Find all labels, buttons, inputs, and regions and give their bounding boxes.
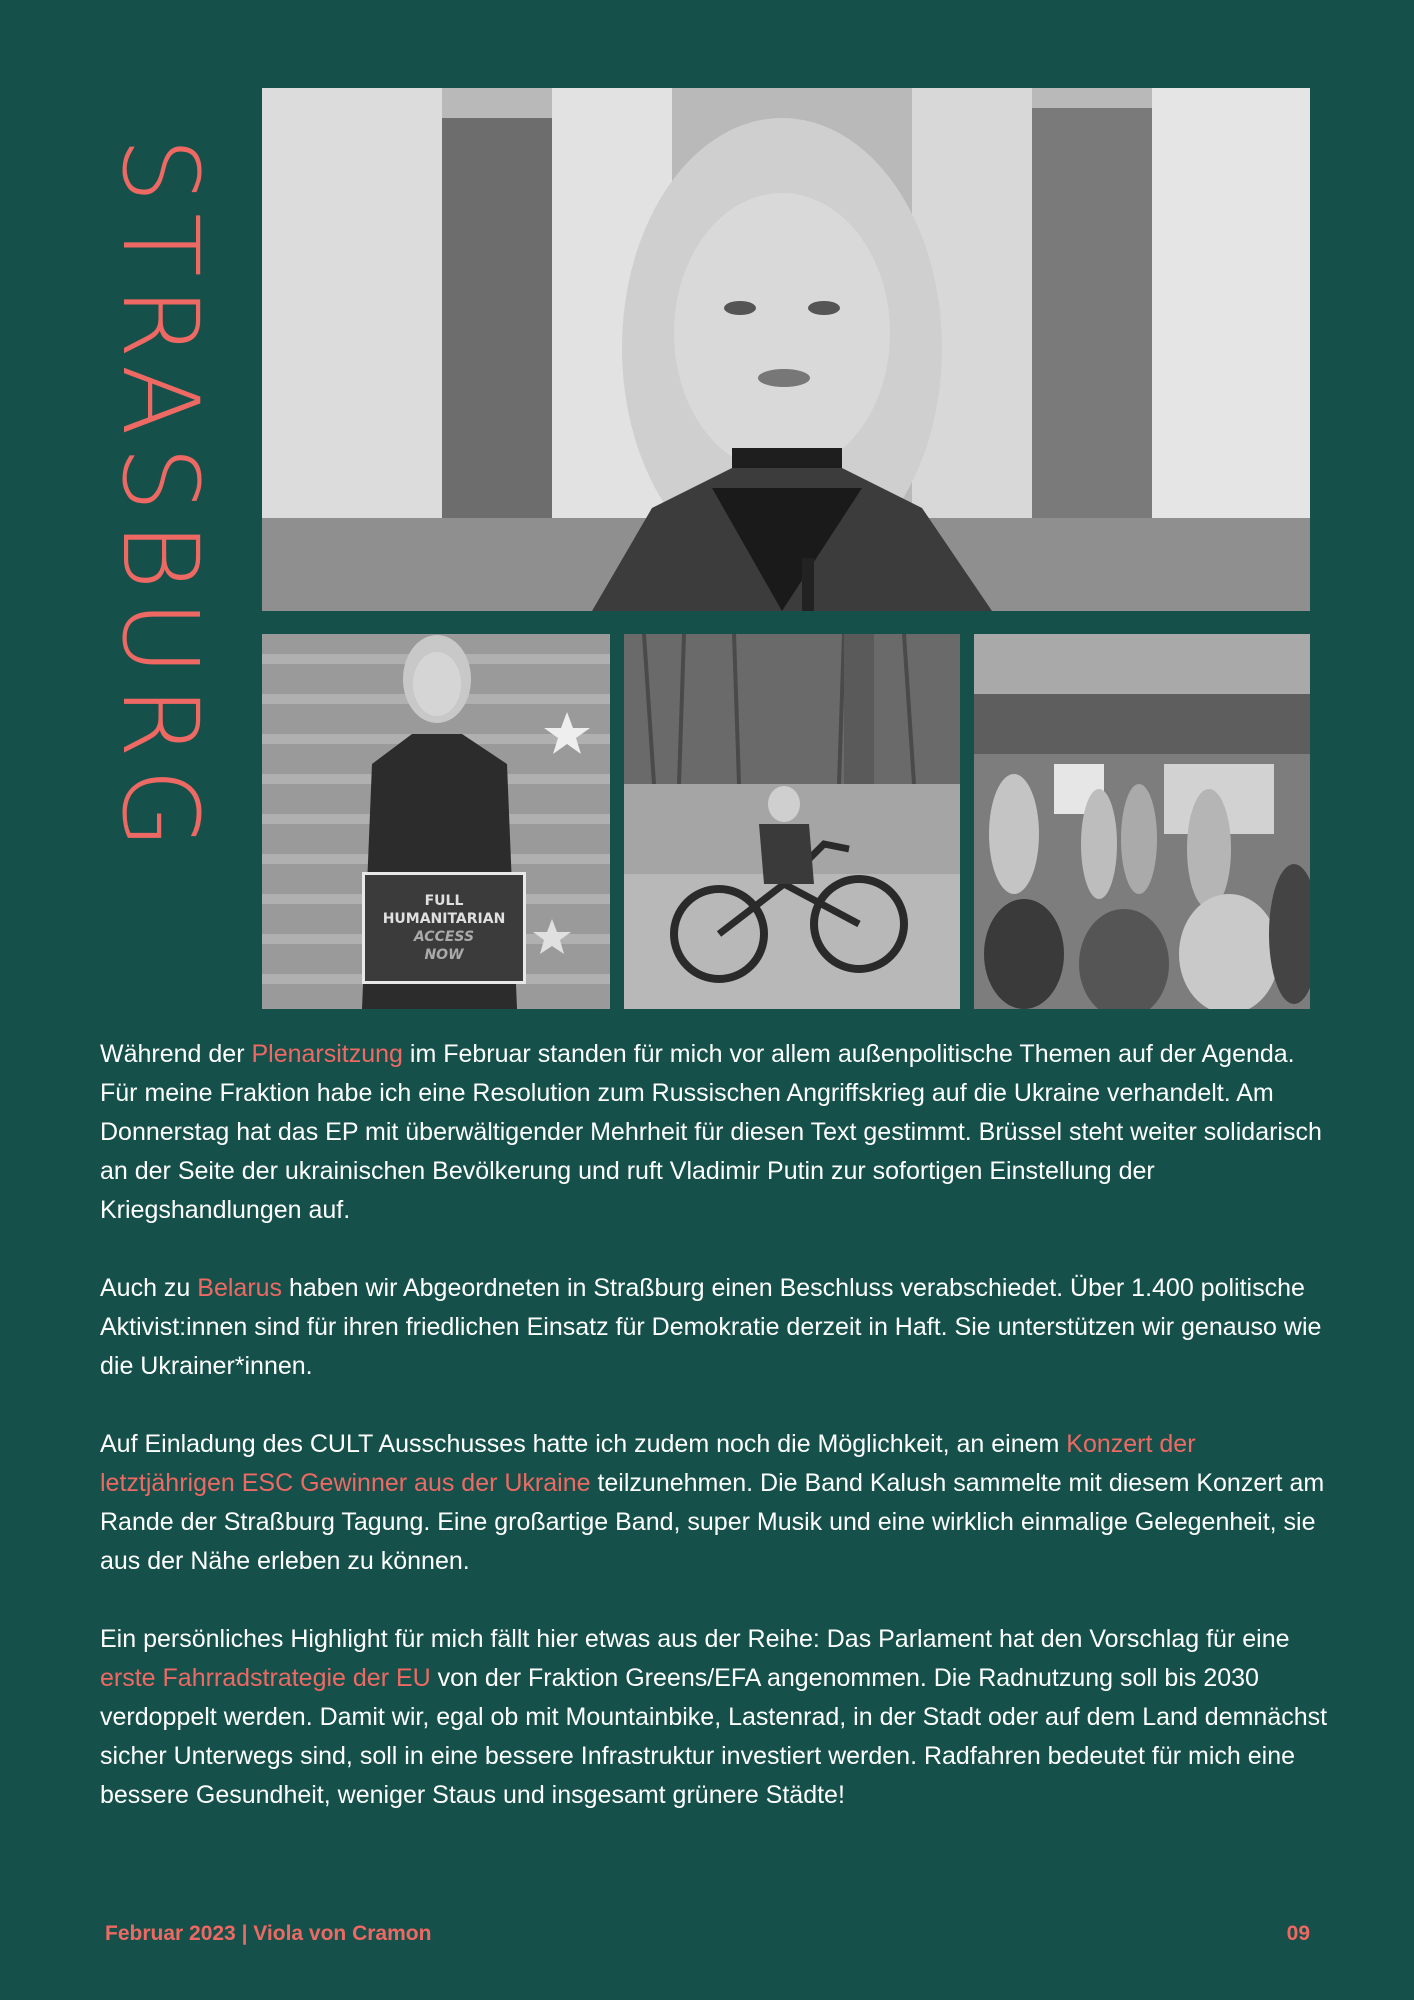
- link-belarus[interactable]: Belarus: [197, 1274, 283, 1302]
- protest-sign-photo: [262, 634, 610, 1009]
- paragraph-belarus: [100, 1269, 1330, 1386]
- link-esc-concert[interactable]: Konzert der letztjährigen ESC Gewinner aus der Ukraine: [100, 1430, 1196, 1497]
- paragraph-text: Ein persönliches Highlight für mich fällt hier etwas aus der Reihe: Das Parlament hat den Vorschlag für eine: [100, 1625, 1290, 1653]
- paragraph-plenarsitzung: [100, 1035, 1330, 1230]
- footer-date-author: Februar 2023 | Viola von Cramon: [105, 1922, 432, 1945]
- paragraph-text: teilzunehmen. Die Band Kalush sammelte mit diesem Konzert am Rande der Straßburg Tagung. Eine großartige Band, super Musik und eine wirklich einmalige Gelegenheit, sie aus der Nähe erleben zu können.: [100, 1469, 1325, 1575]
- mountainbike-image: [624, 634, 960, 1009]
- sign-text-line: NOW: [424, 947, 464, 963]
- sign-text-line: ACCESS: [413, 929, 475, 945]
- sign-text-line: HUMANITARIAN: [382, 911, 506, 927]
- page-title-text: STRASBURG: [99, 137, 222, 859]
- paragraph-text: Auch zu: [100, 1274, 198, 1302]
- page-number: 09: [1286, 1922, 1310, 1945]
- concert-audience-image: [974, 634, 1310, 1009]
- paragraph-concert: [100, 1425, 1330, 1581]
- paragraph-bike-strategy: [100, 1620, 1330, 1815]
- link-bike-strategy[interactable]: erste Fahrradstrategie der EU: [100, 1664, 431, 1692]
- paragraph-text: haben wir Abgeordneten in Straßburg einen Beschluss verabschiedet. Über 1.400 politische Aktivist:innen sind für ihren friedlichen Einsatz für Demokratie derzeit in Haft. Sie unterstützen wir genauso wie die Ukrainer*innen.: [100, 1274, 1322, 1380]
- bike-photo: [624, 634, 960, 1009]
- paragraph-text: Auf Einladung des CULT Ausschusses hatte ich zudem noch die Möglichkeit, an einem: [100, 1430, 1067, 1458]
- paragraph-text: im Februar standen für mich vor allem außenpolitische Themen auf der Agenda. Für meine Fraktion habe ich eine Resolution zum Russischen Angriffskrieg auf die Ukraine verhandelt. Am Donnerstag hat das EP mit überwältigender Mehrheit für diesen Text gestimmt. Brüssel steht weiter solidarisch an der Seite der ukrainischen Bevölkerung und ruft Vladimir Putin zur sofortigen Einstellung der Kriegshandlungen auf.: [100, 1040, 1322, 1224]
- paragraph-text: Während der: [100, 1040, 252, 1068]
- concert-photo: [974, 634, 1310, 1009]
- protest-sign: [362, 872, 526, 984]
- link-plenarsitzung[interactable]: Plenarsitzung: [251, 1040, 403, 1068]
- sign-text-line: FULL: [424, 893, 464, 909]
- paragraph-text: von der Fraktion Greens/EFA angenommen. Die Radnutzung soll bis 2030 verdoppelt werden. Damit wir, egal ob mit Mountainbike, Lastenrad, in der Stadt oder auf dem Land demnächst sicher Unterwegs sind, soll in eine bessere Infrastruktur investiert werden. Radfahren bedeutet für mich eine bessere Gesundheit, weniger Staus und insgesamt grünere Städte!: [100, 1664, 1328, 1809]
- main-portrait-photo: [262, 88, 1310, 611]
- page-title: [100, 88, 220, 908]
- article-body: [100, 1035, 1330, 1854]
- speaker-portrait-image: [262, 88, 1310, 611]
